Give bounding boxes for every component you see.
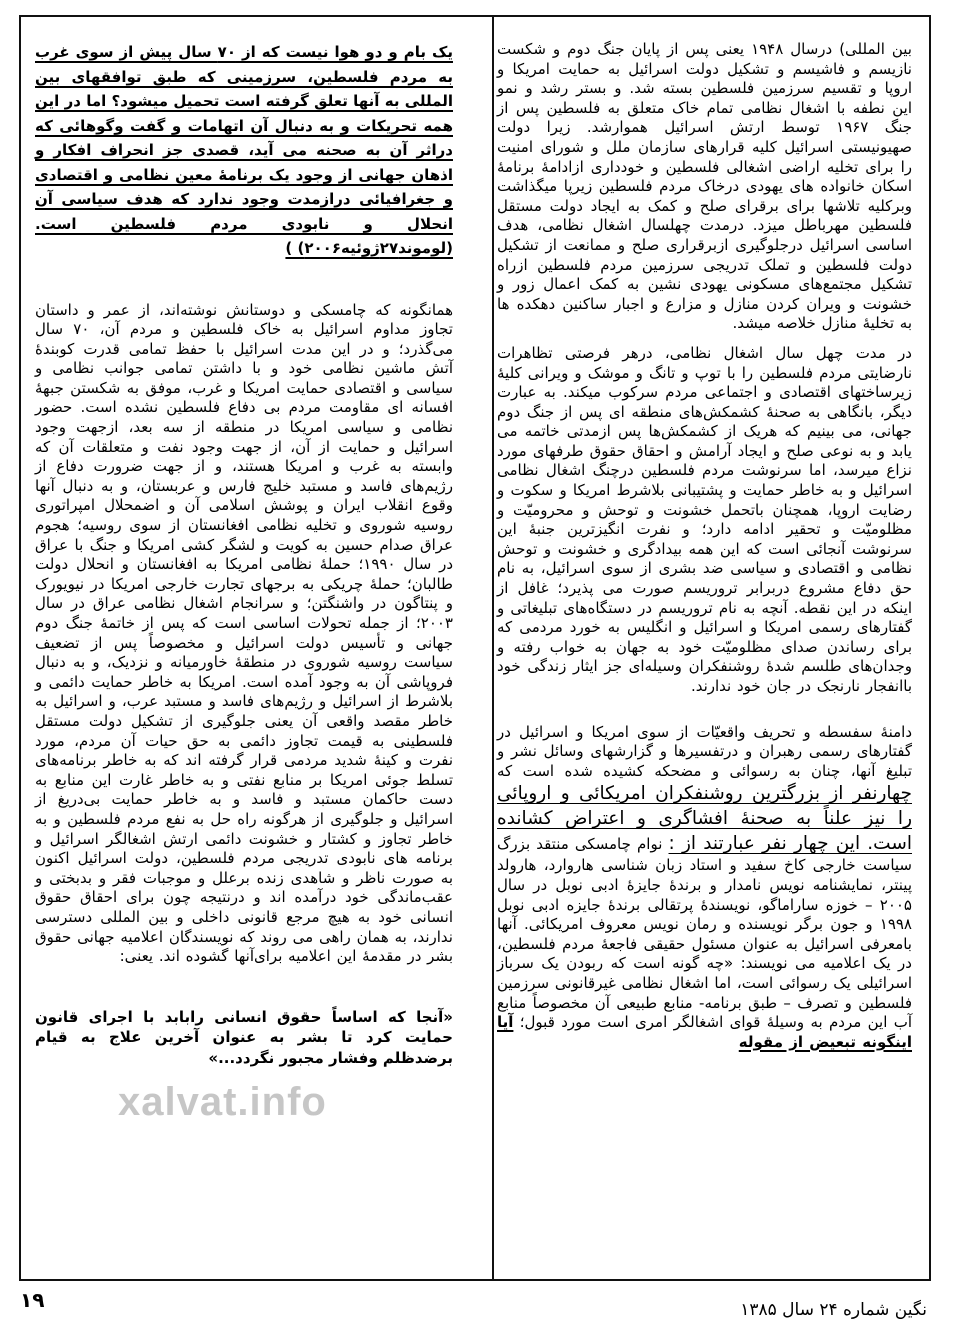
column-divider [492,15,494,1281]
page-number: ۱۹ [20,1288,45,1312]
paragraph-right-2: در مدت چهل سال اشغال نظامی، درهر فرصتی تظاهرات نارضایتی مردم فلسطین را با توپ و تانگ و موشک و ویرانی کلیهٔ زیرساختهای اقتصادی و اجتماعی مردم سرکوب میکند. به عبارت دیگر، بانگاهی به صحنهٔ کشمکش‌های منطقه ای پس از جنگ دوم جهانی، می بینیم که هریک از کشمکش‌ها پس ازمدتی خاتمه می یابد و به نوعی صلح و ایجاد آرامش و احقاق حقوق طرفهای مورد نزاع میرسد، اما سرنوشت مردم فلسطین درچنگ اشغال نظامی اسرائیل و به خاطر حمایت و پشتیبانی بلاشرط امریکا و سکوت و رضایت اروپا، همچنان باتحمل خشونت و توحش و محرومیّت و مظلومیّت و تحقیر ادامه دارد؛ و نفرت انگیزترین جنبهٔ این سرنوشت آنجائی است که این همه بیدادگری و خشونت و توحش نظامی و اقتصادی و سیاسی ضد بشری از سوی اسرائیل، به نام حق دفاع مشروع دربرابر تروریسم صورت می پذیرد؛ غافل از اینکه در این نقطه. آنچه به نام تروریسم در دستگاه‌های تبلیغاتی و گفتارهای رسمی امریکا و اسرائیل و انگلیس به خورد مردمی که برای رساندن صدای مظلومیّت خود به جهان به خواب رفته و وجدان‌های طلسم شدهٔ روشنفکران وسیله‌ای جز ایثار زندگی خود باانفجار نارنجک در جان خود ندارند. [497,343,912,695]
spacer [35,261,453,301]
left-column [35,40,453,1068]
paragraph-right-1: بین المللی) درسال ۱۹۴۸ یعنی پس از پایان جنگ دوم و شکست نازیسم و فاشیسم و تشکیل دولت اسرائیل به حمایت امریکا و اروپا و تقسیم سرزمین فلسطین بسته شد. و بستر رشد و نمو این نطفه با اشغال نظامی تمام خاک متعلق به فلسطین پس از جنگ ۱۹۶۷ توسط ارتش اسرائیل هموارشد. زیرا دولت صهیونیستی اسرائیل کلیه قرارهای سازمان ملل و شورای امنیت را برای تخلیه اراضی اشغالی فلسطین و خودداری ازادامهٔ برنامهٔ اسکان خانواده های یهودی درخاک مردم فلسطین زیرپا میگذاشت وبرکلیه تلاشها برای برقرای صلح و کمک به ایجاد دولت مستقل فلسطین مهرباطل میزد. درمدت چهلسال اشغال نظامی، هدف اساسی اسرائیل درجلوگیری ازبرقراری صلح و ممانعت از تشکیل دولت فلسطین و تملک تدریجی سرزمین مردم فلسطین ازراه تشکیل مجتمع‌های مسکونی یهودی نشین به کمک اعمال زور و خشونت و ویران کردن منازل و مزارع و اجبار ساکنین دهکده ها به تخلیهٔ منازل خلاصه میشد. [497,40,913,333]
p3-underlined-highlight: چهارنفر از بزرگترین روشنفکران امریکائی و اروپائی را نیز علناً به صحنهٔ افشاگری و اعتراض کشانده است. این چهار نفر عبارتند از : [497,783,912,855]
paragraph-left-1: همانگونه که چامسکی و دوستانش نوشته‌اند، از عمر و داستان تجاوز مداوم اسرائیل به خاک فلسطین و مردم آن، ۷۰ سال می‌گذرد؛ و در این مدت اسرائیل با حفظ تمامی قدرت کوبندهٔ آتش ماشین نظامی خود و با داشتن تمامی جوانب نظامی و سیاسی و اقتصادی حمایت امریکا و غرب، موفق به شکستن جبههٔ افسانه ای مقاومت مردم بی دفاع فلسطین نشده است. حضور نظامی و سیاسی امریکا در منطقه از سه بعد، ازجهت وجود اسرائیل و حمایت از آن، از جهت وجود نفت و متعلقات آن که وابسته به غرب و امریکا هستند، و از جهت ضرورت دفاع از رژیم‌های فاسد و مستبد خلیج فارس و عربستان، و به دنبال آنها وقوع انقلاب ایران و پوشش اسلامی آن و اضمحلال امپراتوری روسیه شوروی و تخلیه نظامی افغانستان از سوی روسیه؛ هجوم عراق صدام حسین به کویت و لشگر کشی امریکا و جنگ با عراق در سال ۱۹۹۰؛ حملهٔ نظامی امریکا به افغانستان و انحلال دولت طالبان؛ حملهٔ چریکی به برجهای تجارت خارجی امریکا در نیویورک و پنتاگون در واشنگتن؛ و سرانجام اشغال نظامی عراق در سال ۲۰۰۳؛ از جمله تحولات اساسی است که پس از خاتمهٔ جنگ دوم جهانی و تأسیس دولت اسرائیل و مخصوصاً پس از تضعیف سیاست روسیه شوروی در منطقهٔ خاورمیانه و نزدیک، و به دنبال فروپاشی آن به وجود آمده است. امریکا به خاطر حمایت دائمی و بلاشرط از اسرائیل و رژیم‌های فاسد و مستبد عرب، و اسرائیل به خاطر مقصد واقعی آن یعنی جلوگیری از تشکیل دولت مستقل فلسطینی به قیمت تجاوز دائمی به حق حیات آن مردم، مورد نفرت و کینهٔ شدید مردمی قرار گرفته اند که به خاطر برنامه‌های تسلط جوئی امریکا بر منابع نفتی و به خاطر غارت این منابع به دست حاکمان مستبد و فاسد و به خاطر حمایت بی‌دریغ از اسرائیل و جلوگیری از هرگونه راه حل به نفع مردم فلسطین و به خاطر تجاوز و کشتار و خشونت دائمی ارتش اشغالگر اسرائیل و برنامه های نابودی تدریجی مردم فلسطین، دولت اسرائیل اکنون به صورت ناظر و شاهدی زنده برعلل و موجبات فقر و بدبختی و عقب‌ماندگی خود درآمده اند و درنتیجه چون برای احقاق حقوق انسانی خود به هیچ مرجع قانونی داخلی و بین المللی دسترسی ندارند، به همان راهی می روند که نویسندگان اعلامیه جهانی حقوق بشر در مقدمهٔ این اعلامیه برای‌آنها گشوده اند. یعنی: [35,300,453,966]
closing-quote: «آنجا که اساساً حقوق انسانی رابابد با اجرای قانون حمایت کرد تا بشر به عنوان آخرین علاج به قیام برضدظلم وفشار مجبور نگردد...» [35,1007,453,1067]
p3-start: دامنهٔ سفسطه و تحریف واقعیّات از سوی امریکا و اسرائیل در گفتارهای رسمی رهبران و درتفسیرها و گزارشهای وسائل نشر و تبلیغ آنها، چنان به رسوائی و مضحکه کشیده شده است که [497,722,912,780]
footer-issue-info: نگین شماره ۲۴ سال ۱۳۸۵ [740,1300,927,1320]
p3-rest: نوام چامسکی منتقد بزرگ سیاست خارجی کاخ سفید و استاد زبان شناسی هاروارد، هارولد پینتر، نمایشنامه نویس نامدار و برندهٔ جایزهٔ ادبی نوبل در سال ۲۰۰۵ – خوزه ساراماگو، نویسندهٔ پرتقالی برندهٔ جایزه ادبی نوبل ۱۹۹۸ و جون برگر نویسنده و رمان نویس معروف امریکائی. آنها بامعرفی اسرائیل به عنوان مسئول حقیقی فاجعهٔ مردم فلسطین، در یک اعلامیه می نویسند: «چه گونه است که ربودن یک سرباز اسرائیلی یک رسوائی است، اما اشغال نظامی غیرقانونی سرزمین فلسطین و تصرف – طبق برنامه- منابع طبیعی آن مخصوصاً منابع آب این مردم به وسیلهٔ قوای اشغالگر امری است مورد قبول؛ [497,835,912,1032]
spacer [497,697,912,723]
watermark: xalvat.info [118,1080,327,1124]
paragraph-right-3 [497,723,912,1053]
spacer [497,334,912,344]
lead-quote-continued: یک بام و دو هوا نیست که از ۷۰ سال پیش از سوی غرب به مردم فلسطین، سرزمینی که طبق توافقهای بین المللی به آنها تعلق گرفته است تحمیل میشود؟ اما در این همه تحریکات و به دنبال آن اتهامات و گفت وگوهائی که دراثر آن به صحنه می آید، قصدی جز انحراف افکار و اذهان جهانی از وجود یک برنامهٔ معین نظامی و اقتصادی و جغرافیائی درازمدت وجود ندارد که هدف سیاسی آن انحلال و نابودی مردم فلسطین است.(لوموند۲۷ژوئیه۲۰۰۶) ) [35,43,453,257]
spacer [35,967,453,1007]
right-column [497,40,912,1052]
p3-bold-tail: آیا اینگونه تبعیض از مقوله [497,1013,912,1051]
